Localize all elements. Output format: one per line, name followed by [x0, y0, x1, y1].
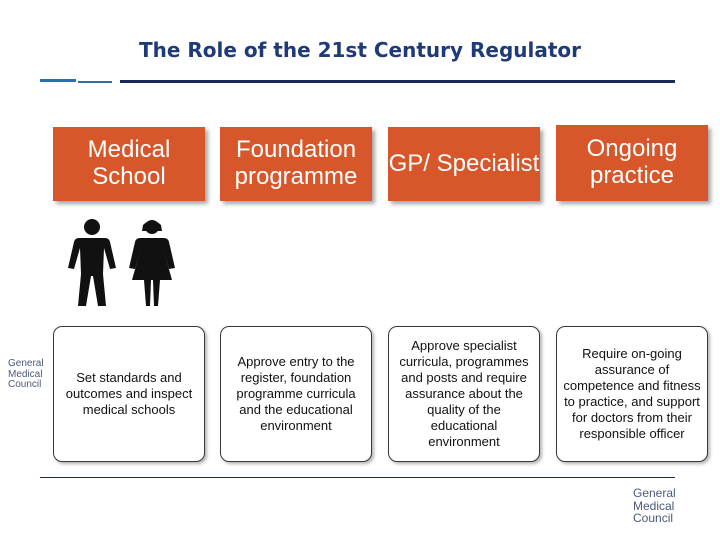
male-figure-icon	[66, 218, 118, 308]
side-logo	[8, 359, 44, 391]
logo-line: Council	[633, 511, 674, 526]
description-box-gp-specialist	[388, 326, 540, 462]
stage-label: GP/ Specialist	[388, 149, 540, 177]
title-accent-line	[40, 79, 76, 82]
description-box-medical-school	[53, 326, 205, 462]
title-accent-line	[78, 81, 112, 83]
logo-line: Medical	[633, 498, 675, 513]
description-text: Approve specialist curricula, programmes and posts and require assurance about the quality of the educational environment	[399, 338, 529, 449]
logo-line: General	[8, 358, 44, 369]
stage-label: Medical School	[87, 136, 171, 190]
female-figure-icon	[127, 218, 177, 308]
description-box-ongoing-practice	[556, 326, 708, 462]
logo-line: General	[633, 486, 676, 500]
stage-box-gp-specialist	[388, 127, 540, 201]
stage-label: Foundation programme	[234, 136, 358, 190]
logo-line: Council	[8, 379, 42, 390]
title-rule	[120, 80, 675, 83]
stage-label: Ongoing practice	[586, 135, 678, 189]
description-text: Approve entry to the register, foundation programme curricula and the educational environment	[236, 354, 356, 433]
description-text: Set standards and outcomes and inspect medical schools	[65, 370, 193, 417]
page-title: The Role of the 21st Century Regulator	[138, 38, 582, 62]
stage-box-ongoing-practice	[556, 125, 708, 201]
footer-rule	[40, 477, 675, 478]
description-text: Require on-going assurance of competence and fitness to practice, and support for doctors from their responsible officer	[563, 346, 701, 441]
stage-box-medical-school	[53, 127, 205, 201]
description-box-foundation-programme	[220, 326, 372, 462]
stage-box-foundation-programme	[220, 127, 372, 201]
logo-line: Medical	[8, 368, 43, 380]
footer-logo	[633, 487, 676, 525]
